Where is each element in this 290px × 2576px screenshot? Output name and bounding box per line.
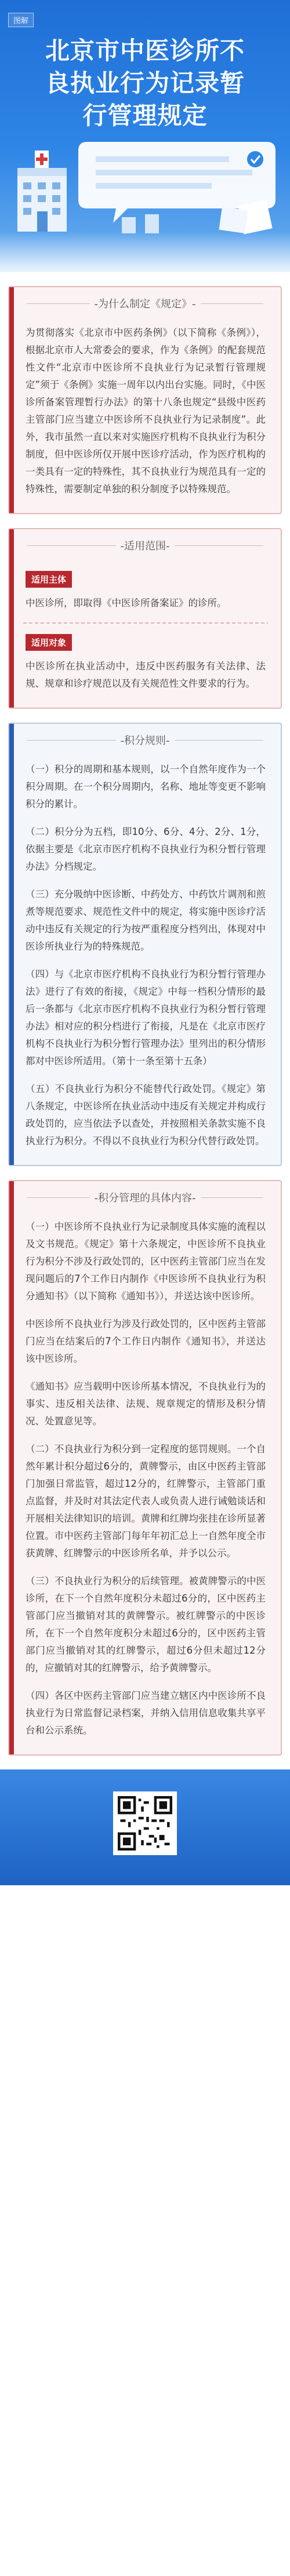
section-management xyxy=(8,1180,282,1756)
spacer xyxy=(0,272,290,286)
section-body xyxy=(9,1214,281,1754)
hospital-building-icon xyxy=(17,151,67,232)
paragraph: （三）不良执业行为积分的后续管理。被黄牌警示的中医诊所，在下一个自然年度积分未超过6分的，区中医药主管部门应当撤销对其的黄牌警示。被红牌警示的中医诊所，在下一个自然年度积分未超过6分的，区中医药主管部门应当撤销对其的红牌警示，超过6分但未超过12分的，应撤销对其的红牌警示，给予黄牌警示。 xyxy=(26,1575,266,1673)
title-line-1: 北京市中医诊所不 xyxy=(45,36,245,65)
paragraph: （一）中医诊所不良执业行为记录制度具体实施的流程以及文书规范。《规定》第十六条规定，中医诊所不良执业行为积分不涉及行政处罚的，区中医药主管部门应当在发现问题后的7个工作日内制作《中医诊所不良执业行为积分通知书》（以下简称《通知书》），并送达该中医诊所。 xyxy=(26,1221,266,1302)
paragraph: （三）充分吸纳中医诊断、中药处方、中药饮片调剂和煎煮等规范要求、规范性文件中的规定，将实施中医诊疗活动中违反有关规定的行为按严重程度分档列出，体现对中医诊所执业行为的特殊规范。 xyxy=(26,889,266,952)
section-header xyxy=(9,724,281,756)
label-subject: 适用主体 xyxy=(26,571,72,588)
title-line-2: 良执业行为记录暂 xyxy=(45,69,245,97)
header-illustration xyxy=(12,136,278,234)
section-title: -积分管理的具体内容- xyxy=(90,1190,201,1205)
paragraph: （四）与《北京市医疗机构不良执业行为积分暂行管理办法》进行了有效的衔接，《规定》中每一档积分情形的最后一条都与《北京市医疗机构不良执业行为积分暂行管理办法》相对应的积分档进行了衔接，凡是在《北京市医疗机构不良执业行为积分暂行管理办法》里列出的积分情形都对中医诊所适用。（第十一条至第十五条） xyxy=(26,969,266,1067)
paragraph: （四）各区中医药主管部门应当建立辖区内中医诊所不良执业行为日常监督记录档案，并纳入信用信息收集共享平台和公示系统。 xyxy=(26,1690,266,1736)
paragraph: 中医诊所在执业活动中，违反中医药服务有关法律、法规、规章和诊疗规范以及有关规范性文件要求的行为。 xyxy=(26,661,266,689)
section-body xyxy=(9,320,281,513)
paragraph: （二）不良执业行为积分到一定程度的惩罚规则。一个自然年累计积分超过6分的，黄牌警示，由区中医药主管部门加强日常监管，超过12分的，红牌警示，主管部门重点监督，并及时对其法定代表人或负责人进行诫勉谈话和开展相关法律知识的培训。黄牌和红牌均张挂在诊所显著位置。市中医药主管部门每年年初汇总上一自然年度全市获黄牌、红牌警示的中医诊所名单，并予以公示。 xyxy=(26,1443,266,1559)
section-title: -适用范围- xyxy=(116,538,175,553)
dashed-divider xyxy=(23,622,268,624)
paragraph: （二）积分分为五档，即10分、6分、4分、2分、1分，依据主要是《北京市医疗机构不良执业行为积分暂行管理办法》分档规定。 xyxy=(26,826,266,872)
page-title xyxy=(0,35,290,132)
section-header xyxy=(9,287,281,320)
paragraph: （五）不良执业行为积分不能替代行政处罚。《规定》第八条规定，中医诊所在执业活动中违反有关规定并构成行政处罚的，应当依法予以查处，并按照相关条款实施不良执业行为积分。不得以不良执业行为积分代替行政处罚。 xyxy=(26,1083,266,1146)
section-title: -为什么制定《规定》- xyxy=(90,296,201,311)
section-title: -积分规则- xyxy=(116,732,175,747)
header-tag: 图解 xyxy=(8,13,34,27)
title-line-3: 行管理规定 xyxy=(82,101,208,130)
paragraph: 中医诊所不良执业行为涉及行政处罚的，区中医药主管部门应当在结案后的7个工作日内制作《通知书》，并送达该中医诊所。 xyxy=(26,1318,266,1364)
header-banner xyxy=(0,0,290,272)
header-ground xyxy=(0,232,290,272)
section-accent-bar xyxy=(9,287,14,513)
section-accent-bar xyxy=(9,1181,14,1754)
paragraph: 《通知书》应当载明中医诊所基本情况，不良执业行为的事实、违反相关法律、法规、规章规定的情形及积分情况、处置意见等。 xyxy=(26,1381,266,1427)
qr-pattern xyxy=(118,1796,172,1851)
paragraph: 为贯彻落实《北京市中医药条例》（以下简称《条例》），根据北京市人大常委会的要求，作为《条例》的配套规范性文件“北京市中医诊所不良执业行为记录暂行管理规定”须于《条例》实施一周年以内出台实施。同时，《中医诊所备案管理暂行办法》的第十八条也规定“县级中医药主管部门应当建立中医诊所不良执业行为记录制度”。此外，我市虽然一直以来对实施医疗机构不良执业行为积分制度，但中医诊所仅开展中医诊疗活动，作为医疗机构的一类具有一定的特殊性，其不良执业行为规范具有一定的特殊性，需要制定单独的积分制度予以特殊规范。 xyxy=(26,327,266,494)
label-object: 适用对象 xyxy=(26,634,72,651)
section-body xyxy=(9,562,281,708)
qr-code-icon[interactable] xyxy=(113,1791,177,1855)
section-accent-bar xyxy=(9,724,14,1165)
paragraph: （一）积分的周期和基本规则，以一个自然年度作为一个积分周期。在一个积分周期内，名称、地址等变更不影响积分的累计。 xyxy=(26,764,266,809)
section-header xyxy=(9,1181,281,1214)
section-rules xyxy=(8,723,282,1166)
section-body xyxy=(9,756,281,1165)
paragraph: 中医诊所，即取得《中医诊所备案证》的诊所。 xyxy=(26,598,227,609)
section-header xyxy=(9,529,281,562)
section-scope xyxy=(8,528,282,709)
footer xyxy=(0,1769,290,1885)
section-why xyxy=(8,286,282,514)
